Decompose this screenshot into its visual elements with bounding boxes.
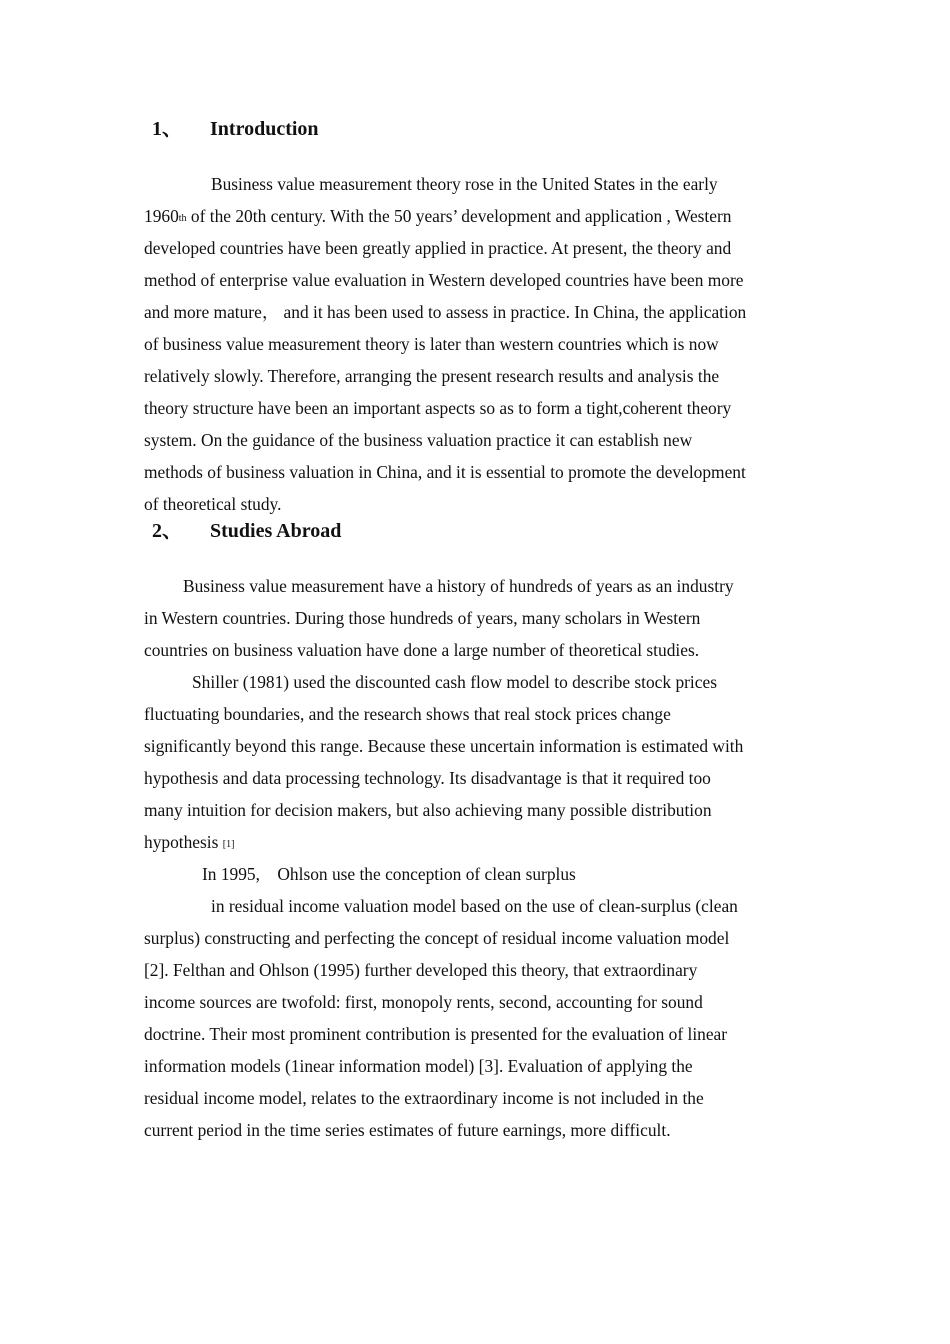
paragraph-line: current period in the time series estimates of future earnings, more difficult. xyxy=(144,1120,671,1140)
paragraph-line: Business value measurement theory rose in the United States in the early xyxy=(211,174,718,194)
paragraph-line: theory structure have been an important aspects so as to form a tight,coherent theory xyxy=(144,398,732,418)
paragraph-line: method of enterprise value evaluation in Western developed countries have been more xyxy=(144,270,744,290)
paragraph-line: system. On the guidance of the business valuation practice it can establish new xyxy=(144,430,693,450)
paragraph-line: significantly beyond this range. Because these uncertain information is estimated with xyxy=(144,736,744,756)
year-prefix: 1960 xyxy=(144,206,179,226)
paragraph-line xyxy=(144,831,234,857)
paragraph-line: methods of business valuation in China, and it is essential to promote the development xyxy=(144,462,746,482)
paragraph-line: doctrine. Their most prominent contribution is presented for the evaluation of linear xyxy=(144,1024,728,1044)
paragraph-line: in Western countries. During those hundreds of years, many scholars in Western xyxy=(144,608,701,628)
paragraph-line: hypothesis and data processing technology. Its disadvantage is that it required too xyxy=(144,768,711,788)
section-heading-introduction xyxy=(152,117,319,141)
section-number: 2、 xyxy=(152,520,182,542)
paragraph-line: and more mature， and it has been used to assess in practice. In China, the application xyxy=(144,302,747,322)
paragraph-line: developed countries have been greatly applied in practice. At present, the theory and xyxy=(144,238,732,258)
paragraph-line: Shiller (1981) used the discounted cash flow model to describe stock prices xyxy=(192,672,717,692)
paragraph-line: fluctuating boundaries, and the research shows that real stock prices change xyxy=(144,704,671,724)
paragraph-line: many intuition for decision makers, but also achieving many possible distribution xyxy=(144,800,712,820)
line-text: of the 20th century. With the 50 years’ development and application , Western xyxy=(190,206,732,226)
section-number: 1、 xyxy=(152,118,182,140)
section-title: Studies Abroad xyxy=(210,520,342,542)
paragraph-line: surplus) constructing and perfecting the concept of residual income valuation model xyxy=(144,928,730,948)
paragraph-line xyxy=(144,205,731,231)
ordinal-suffix: th xyxy=(178,213,187,224)
section-heading-studies-abroad xyxy=(152,519,341,543)
paragraph-line: in residual income valuation model based on the use of clean-surplus (clean xyxy=(211,896,738,916)
paragraph-line: Business value measurement have a history of hundreds of years as an industry xyxy=(183,576,734,596)
paragraph-line: of business value measurement theory is later than western countries which is now xyxy=(144,334,719,354)
paragraph-line: relatively slowly. Therefore, arranging the present research results and analysis the xyxy=(144,366,720,386)
paragraph-line: In 1995, Ohlson use the conception of clean surplus xyxy=(202,864,576,884)
paragraph-line: [2]. Felthan and Ohlson (1995) further developed this theory, that extraordinary xyxy=(144,960,698,980)
section-title: Introduction xyxy=(210,118,319,140)
paragraph-line: income sources are twofold: first, monopoly rents, second, accounting for sound xyxy=(144,992,703,1012)
paragraph-line: of theoretical study. xyxy=(144,494,282,514)
line-text: hypothesis xyxy=(144,832,219,852)
paragraph-line: information models (1inear information model) [3]. Evaluation of applying the xyxy=(144,1056,693,1076)
citation-marker: [1] xyxy=(222,839,235,850)
paragraph-line: residual income model, relates to the extraordinary income is not included in the xyxy=(144,1088,704,1108)
paragraph-line: countries on business valuation have done a large number of theoretical studies. xyxy=(144,640,700,660)
